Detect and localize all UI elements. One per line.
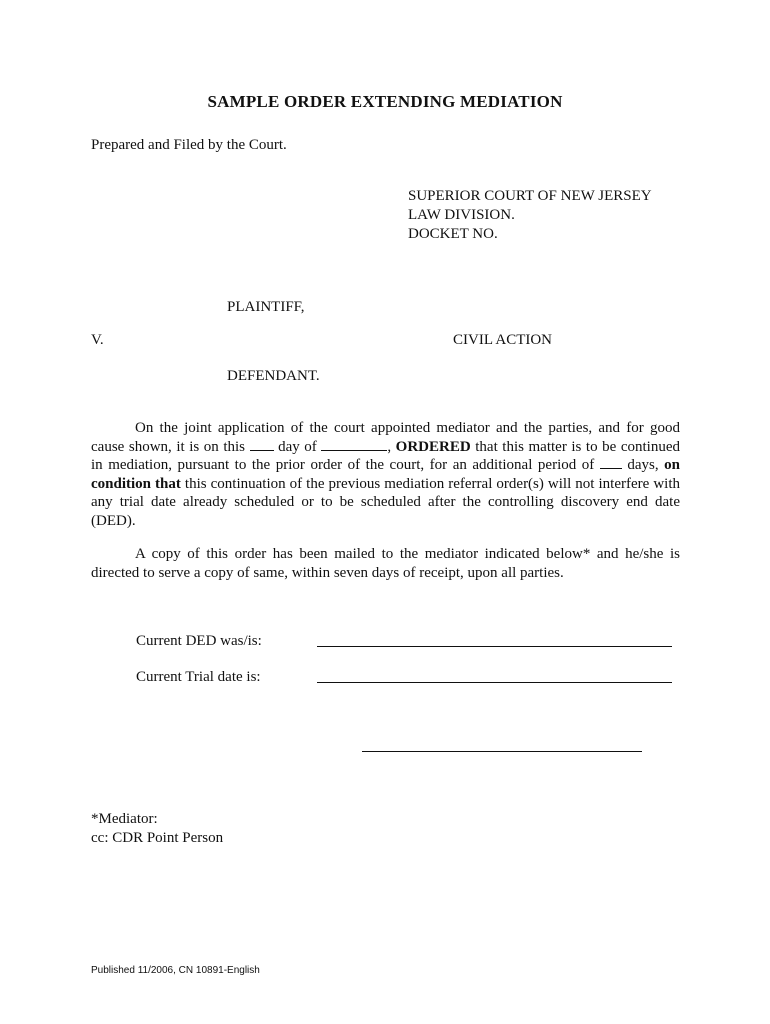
ordered-emphasis: ORDERED — [395, 438, 471, 455]
court-heading — [408, 187, 652, 244]
document-title: SAMPLE ORDER EXTENDING MEDIATION — [207, 92, 563, 111]
ded-label: Current DED was/is: — [136, 633, 262, 649]
civil-action-label: CIVIL ACTION — [453, 332, 553, 348]
day-blank[interactable] — [250, 438, 274, 451]
publication-footer: Published 11/2006, CN 10891-English — [91, 965, 260, 976]
trial-date-label: Current Trial date is: — [136, 669, 261, 685]
order-paragraph: On the joint application of the court appointed mediator and the parties, and for good cause shown, it is on this day of , ORDERED that this matter is to be continued in mediation, pursuant to the prior order of the court, for an additional period of days, on condition that this continuation of the previous mediation referral order(s) will not interfere with any trial date already scheduled or to be scheduled after the controlling discovery end date (DED). — [91, 420, 680, 529]
copy-paragraph: A copy of this order has been mailed to the mediator indicated below* and he/she is directed to serve a copy of same, within seven days of receipt, upon all parties. — [91, 546, 680, 581]
signature-line[interactable] — [362, 751, 642, 752]
versus-label: V. — [91, 332, 104, 348]
prepared-by-line: Prepared and Filed by the Court. — [91, 137, 287, 153]
days-blank[interactable] — [600, 456, 622, 469]
ded-field-line[interactable] — [317, 646, 672, 647]
mediator-label: *Mediator: — [91, 811, 158, 827]
trial-date-field-line[interactable] — [317, 682, 672, 683]
docket-number-label: DOCKET NO. — [408, 226, 498, 242]
defendant-label: DEFENDANT. — [227, 368, 320, 384]
court-name: SUPERIOR COURT OF NEW JERSEY — [408, 188, 652, 204]
cc-line: cc: CDR Point Person — [91, 830, 224, 846]
plaintiff-label: PLAINTIFF, — [227, 299, 305, 315]
on-condition-emphasis: on condition that — [91, 457, 680, 492]
month-blank[interactable] — [321, 438, 387, 451]
court-division: LAW DIVISION. — [408, 207, 515, 223]
